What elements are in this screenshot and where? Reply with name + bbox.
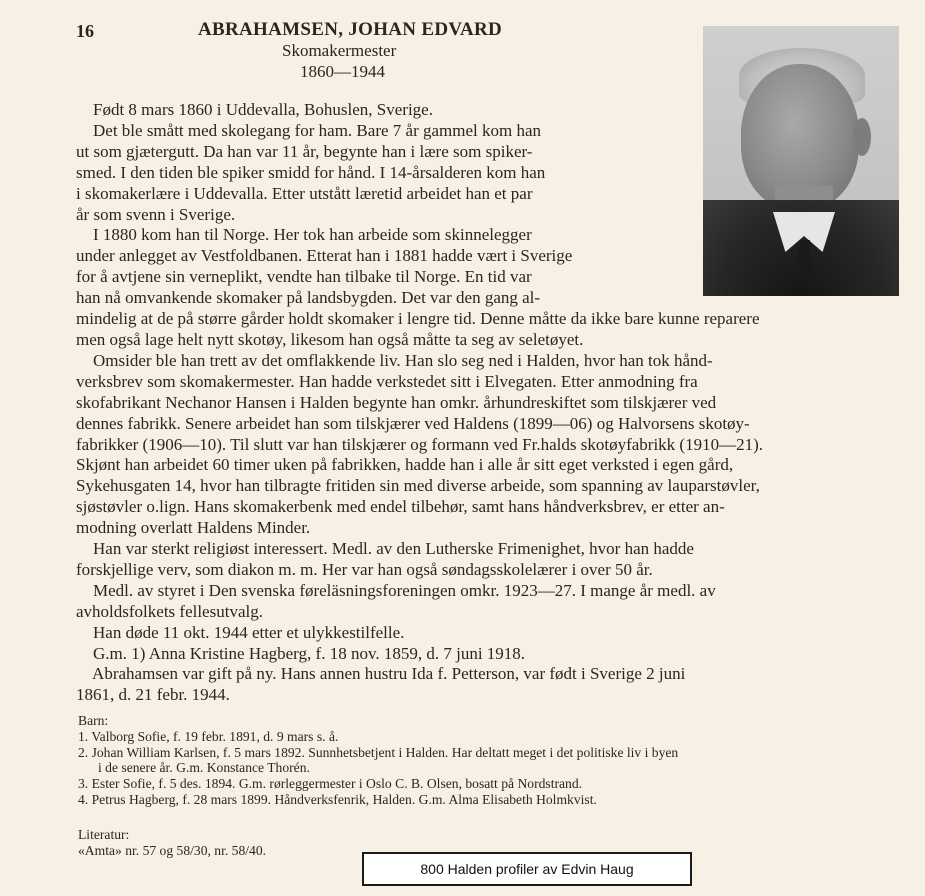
child-entry: 1. Valborg Sofie, f. 19 febr. 1891, d. 9 mars s. å. <box>78 728 339 744</box>
page-number: 16 <box>76 21 94 41</box>
body-line: Omsider ble han trett av det omflakkende liv. Han slo seg ned i Halden, hvor han tok hånd- <box>76 350 713 370</box>
body-line: Sykehusgaten 14, hvor han tilbragte fritiden sin med diverse arbeide, som spanning av lauparstøvler, <box>76 476 760 496</box>
child-entry: 4. Petrus Hagberg, f. 28 mars 1899. Håndverksfenrik, Halden. G.m. Alma Elisabeth Holmkvist. <box>78 791 597 807</box>
occupation: Skomakermester <box>282 41 397 60</box>
body-line: under anlegget av Vestfoldbanen. Etterat han i 1881 hadde vært i Sverige <box>76 246 573 266</box>
source-caption: 800 Halden profiler av Edvin Haug <box>362 852 692 886</box>
child-entry: i de senere år. G.m. Konstance Thorén. <box>98 760 310 776</box>
body-line: I 1880 kom han til Norge. Her tok han arbeide som skinnelegger <box>76 225 532 245</box>
literature-section <box>78 827 266 859</box>
body-line: for å avtjene sin verneplikt, vendte han tilbake til Norge. En tid var <box>76 267 532 287</box>
body-line: Han døde 11 okt. 1944 etter et ulykkestilfelle. <box>76 622 405 642</box>
literature-text: «Amta» nr. 57 og 58/30, nr. 58/40. <box>78 843 267 858</box>
body-line: Han var sterkt religiøst interessert. Medl. av den Lutherske Frimenighet, hvor han hadde <box>76 539 694 559</box>
body-line: Medl. av styret i Den svenska føreläsningsforeningen omkr. 1923—27. I mange år medl. av <box>76 580 716 600</box>
body-line: han nå omvankende skomaker på landsbygden. Det var den gang al- <box>76 288 541 308</box>
body-line: modning overlatt Haldens Minder. <box>76 518 311 538</box>
life-years: 1860—1944 <box>300 62 385 81</box>
body-line: i skomakerlære i Uddevalla. Etter utstått læretid arbeidet han et par <box>76 183 533 203</box>
child-entry: 2. Johan William Karlsen, f. 5 mars 1892. Sunnhetsbetjent i Halden. Har deltatt meget i det politiske liv i byen <box>78 744 679 760</box>
body-line: ut som gjætergutt. Da han var 11 år, begynte han i lære som spiker- <box>76 141 533 161</box>
children-heading: Barn: <box>78 713 109 728</box>
body-line: 1861, d. 21 febr. 1944. <box>76 685 230 705</box>
biography-text <box>76 100 900 706</box>
body-line: Skjønt han arbeidet 60 timer uken på fabrikken, hadde han i alle år sitt eget verksted i egen gård, <box>76 455 734 475</box>
children-section <box>78 713 902 808</box>
body-line: verksbrev som skomakermester. Han hadde verkstedet sitt i Elvegaten. Etter anmodning fra <box>76 371 698 391</box>
body-line: G.m. 1) Anna Kristine Hagberg, f. 18 nov. 1859, d. 7 juni 1918. <box>76 643 526 663</box>
body-line: forskjellige verv, som diakon m. m. Her var han også søndagsskolelærer i over 50 år. <box>76 559 653 579</box>
body-line: smed. I den tiden ble spiker smidd for hånd. I 14-årsalderen kom han <box>76 162 546 182</box>
body-line: skofabrikant Nechanor Hansen i Halden begynte han omkr. århundreskiftet som tilskjærer ved <box>76 392 717 412</box>
literature-heading: Literatur: <box>78 827 130 842</box>
body-line: Født 8 mars 1860 i Uddevalla, Bohuslen, Sverige. <box>76 100 433 119</box>
body-line: sjøstøvler o.lign. Hans skomakerbenk med endel tilbehør, samt hans håndverksbrev, er etter an- <box>76 497 725 517</box>
body-line: Abrahamsen var gift på ny. Hans annen hustru Ida f. Petterson, var født i Sverige 2 juni <box>76 664 686 684</box>
body-line: fabrikker (1906—10). Til slutt var han tilskjærer og formann ved Fr.halds skotøyfabrikk (1910—21). <box>76 434 763 454</box>
body-line: år som svenn i Sverige. <box>76 204 236 224</box>
person-name: ABRAHAMSEN, JOHAN EDVARD <box>198 19 503 40</box>
body-line: Det ble smått med skolegang for ham. Bare 7 år gammel kom han <box>76 120 542 140</box>
body-line: avholdsfolkets fellesutvalg. <box>76 601 263 621</box>
child-entry: 3. Ester Sofie, f. 5 des. 1894. G.m. rørleggermester i Oslo C. B. Olsen, bosatt på Nordstrand. <box>78 776 583 792</box>
body-line: mindelig at de på større gårder holdt skomaker i lengre tid. Denne måtte da ikke bare kunne reparere <box>76 309 760 329</box>
body-line: dennes fabrikk. Senere arbeidet han som tilskjærer ved Haldens (1899—06) og Halvorsens skotøy- <box>76 413 750 433</box>
body-line: men også lage helt nytt skotøy, likesom han også måtte ta seg av seletøyet. <box>76 329 584 349</box>
